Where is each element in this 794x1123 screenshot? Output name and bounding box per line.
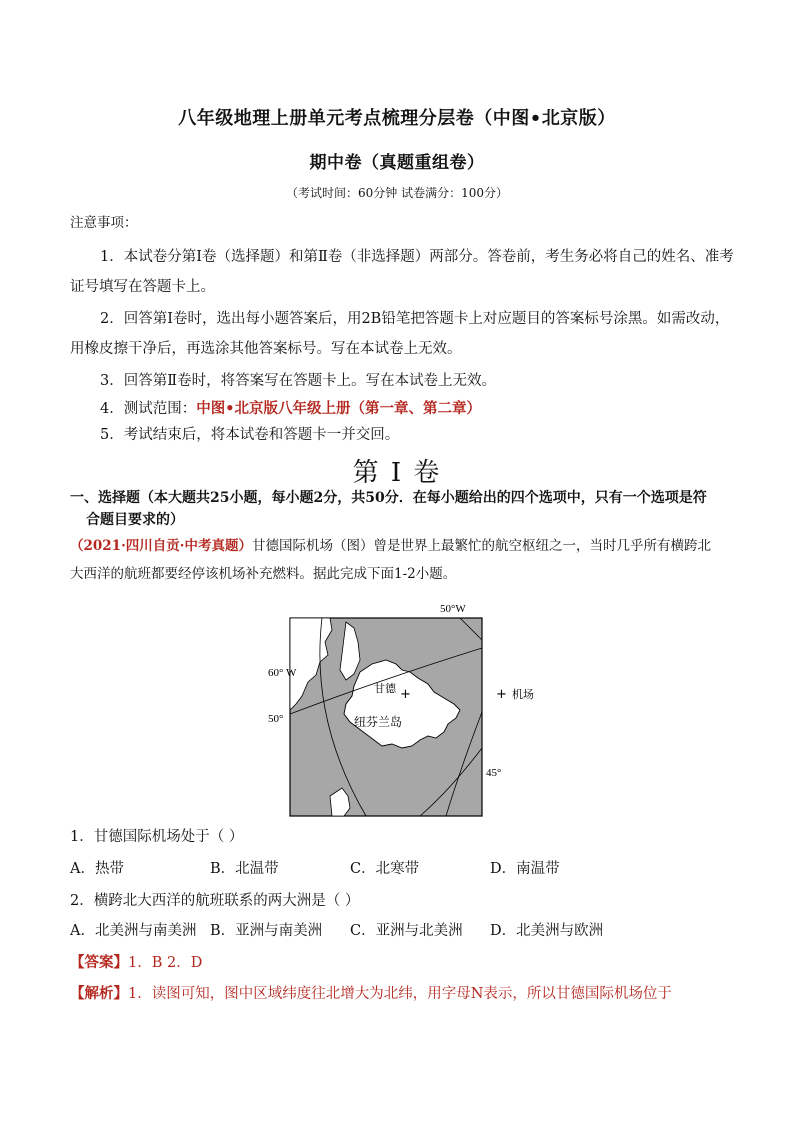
q2-option-d[interactable]: D．北美洲与欧洲	[490, 923, 604, 939]
q2-stem: 2．横跨北大西洋的航班联系的两大洲是（ ）	[70, 893, 360, 909]
analysis-line	[70, 985, 672, 1004]
question-intro-text-a: 甘德国际机场（图）曾是世界上最繁忙的航空枢纽之一，当时几乎所有横跨北	[251, 538, 711, 554]
mc-heading-b: 合题目要求的）	[86, 512, 184, 528]
label-45: 45°	[486, 767, 502, 779]
answer-label: 【答案】	[70, 954, 128, 971]
mc-heading-a: 一、选择题（本大题共25小题，每小题2分，共50分．在每小题给出的四个选项中，只有一个选项是符	[70, 490, 707, 506]
test-scope: 中图•北京版八年级上册（第一章、第二章）	[196, 400, 482, 417]
document-subtitle: 期中卷（真题重组卷）	[309, 153, 485, 173]
q1-option-a[interactable]: A．热带	[70, 861, 124, 877]
legend-text: 机场	[512, 688, 534, 701]
notice-item-3: 3．回答第Ⅱ卷时，将答案写在答题卡上。写在本试卷上无效。	[100, 373, 497, 389]
airport-marker-icon: +	[400, 687, 411, 702]
q1-option-d[interactable]: D．南温带	[490, 861, 560, 877]
notice-item-2a: 2．回答第Ⅰ卷时，选出每小题答案后，用2B铅笔把答题卡上对应题目的答案标号涂黑。如需改动，	[100, 311, 730, 327]
label-50n: 50°	[268, 713, 284, 725]
answer-line	[70, 954, 202, 973]
q1-options	[70, 860, 730, 882]
newfoundland-map	[250, 600, 550, 820]
label-gander: 甘德	[374, 682, 396, 695]
q2-option-c[interactable]: C．亚洲与北美洲	[350, 923, 463, 939]
q2-options	[70, 922, 730, 944]
legend-plus-icon: +	[496, 687, 507, 702]
answer-text: 1．B 2．D	[128, 955, 203, 971]
notice-item-4-prefix: 4．测试范围：	[100, 401, 197, 417]
analysis-label: 【解析】	[70, 985, 128, 1002]
q1-option-b[interactable]: B．北温带	[210, 861, 279, 877]
exam-info: （考试时间：60分钟 试卷满分：100分）	[286, 186, 508, 200]
label-50w: 50°W	[440, 603, 466, 615]
section-title: 第 I 卷	[352, 458, 442, 488]
question-intro-b: 大西洋的航班都要经停该机场补充燃料。据此完成下面1-2小题。	[70, 566, 457, 582]
notice-item-1b: 证号填写在答题卡上。	[70, 279, 215, 295]
notice-item-1a: 1．本试卷分第Ⅰ卷（选择题）和第Ⅱ卷（非选择题）两部分。答卷前，考生务必将自己的姓名、准考	[100, 249, 734, 265]
label-60w: 60° W	[268, 667, 297, 679]
notice-item-4	[100, 400, 481, 419]
map-svg	[250, 600, 550, 820]
question-intro-a	[70, 538, 711, 556]
q2-option-a[interactable]: A．北美洲与南美洲	[70, 923, 197, 939]
document-title: 八年级地理上册单元考点梳理分层卷（中图•北京版）	[178, 108, 616, 129]
notice-item-5: 5．考试结束后，将本试卷和答题卡一并交回。	[100, 427, 400, 443]
notice-heading: 注意事项：	[70, 215, 138, 231]
q1-stem: 1．甘德国际机场处于（ ）	[70, 829, 244, 845]
notice-item-2b: 用橡皮擦干净后，再选涂其他答案标号。写在本试卷上无效。	[70, 341, 462, 357]
label-island: 纽芬兰岛	[354, 715, 403, 729]
q2-option-b[interactable]: B．亚洲与南美洲	[210, 923, 323, 939]
question-source: （2021·四川自贡·中考真题）	[70, 538, 252, 554]
analysis-text: 1．读图可知，图中区域纬度往北增大为北纬，用字母N表示，所以甘德国际机场位于	[128, 986, 672, 1002]
q1-option-c[interactable]: C．北寒带	[350, 861, 420, 877]
